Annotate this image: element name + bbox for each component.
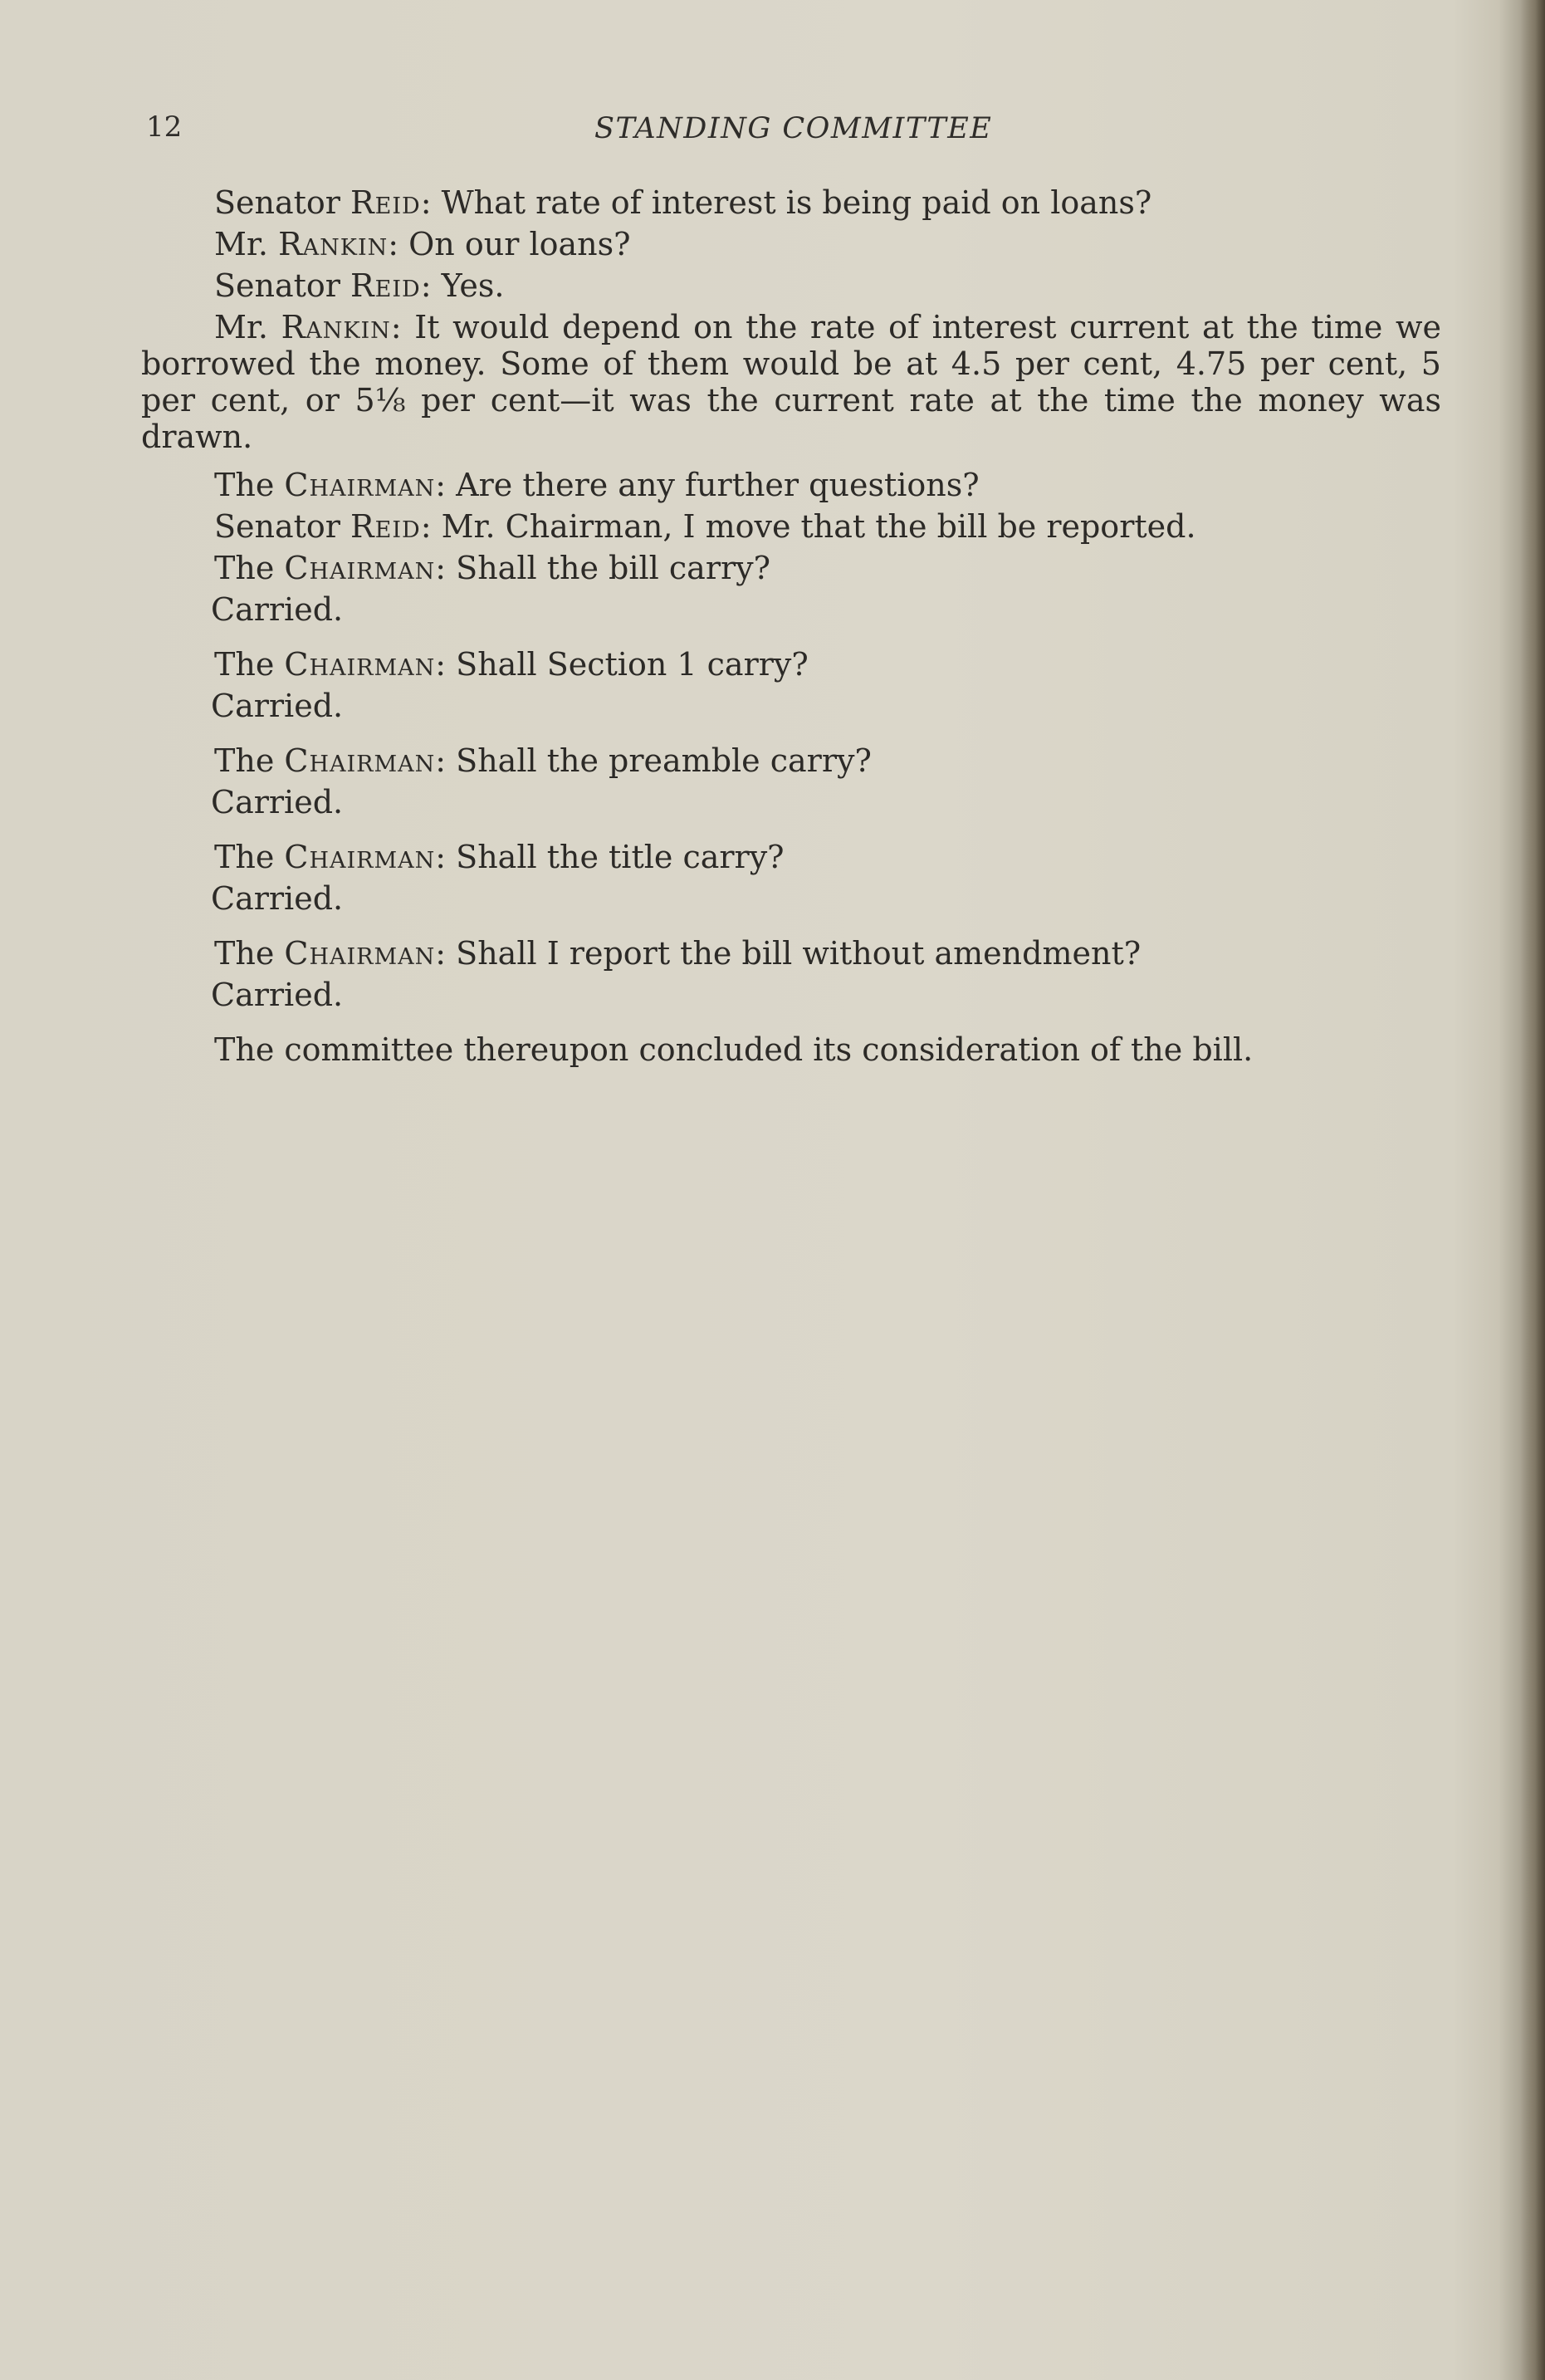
speaker: The Chairman	[214, 646, 436, 683]
transcript-paragraph: The Chairman: Shall the bill carry?	[214, 550, 771, 586]
speaker: Senator Reid	[214, 508, 421, 545]
speaker: Senator Reid	[214, 184, 421, 221]
speech-text: What rate of interest is being paid on loans?	[441, 184, 1152, 221]
transcript-body	[141, 184, 1441, 1073]
speaker: The Chairman	[214, 550, 436, 586]
vote-result: Carried.	[211, 591, 344, 628]
speech-text: Shall the title carry?	[456, 839, 785, 875]
vote-result: Carried.	[211, 784, 344, 820]
speaker: Senator Reid	[214, 267, 421, 304]
transcript-paragraph: The Chairman: Shall the title carry?	[214, 839, 785, 875]
speech-text: On our loans?	[408, 226, 631, 262]
speech-text: Shall I report the bill without amendment?	[456, 935, 1142, 972]
speech-text: Shall the bill carry?	[456, 550, 771, 586]
speaker: The Chairman	[214, 742, 436, 779]
speaker: The Chairman	[214, 839, 436, 875]
transcript-paragraph: Senator Reid: Yes.	[214, 267, 505, 304]
speech-text: It would depend on the rate of interest current at the time we borrowed the money. Some of them would be at 4.5 per cent, 4.75 per cent, 5 per cent, or 5⅛ per cent—it was the current rate at the time the money was drawn.	[141, 309, 1441, 455]
speech-text: Yes.	[441, 267, 505, 304]
vote-result: Carried.	[211, 977, 344, 1013]
running-head: STANDING COMMITTEE	[594, 112, 993, 145]
speech-text: Are there any further questions?	[456, 467, 980, 503]
closing-statement: The committee thereupon concluded its consideration of the bill.	[214, 1031, 1254, 1068]
transcript-paragraph: The Chairman: Shall I report the bill without amendment?	[214, 935, 1142, 972]
page-header	[146, 110, 1441, 152]
speech-text: Mr. Chairman, I move that the bill be reported.	[441, 508, 1196, 545]
speech-text: Shall the preamble carry?	[456, 742, 872, 779]
vote-result: Carried.	[211, 880, 344, 917]
vote-result: Carried.	[211, 688, 344, 724]
speech-text: Shall Section 1 carry?	[456, 646, 809, 683]
speaker: Mr. Rankin	[214, 226, 389, 262]
page-number: 12	[146, 110, 183, 144]
transcript-paragraph: The Chairman: Shall the preamble carry?	[214, 742, 872, 779]
transcript-paragraph: The Chairman: Shall Section 1 carry?	[214, 646, 809, 683]
page-edge-shadow	[1520, 0, 1545, 2380]
transcript-paragraph: Senator Reid: What rate of interest is being paid on loans?	[214, 184, 1152, 221]
transcript-paragraph: Mr. Rankin: On our loans?	[214, 226, 631, 262]
transcript-paragraph: Mr. Rankin: It would depend on the rate of interest current at the time we borrowed the money. Some of them would be at 4.5 per cent, 4.75 per cent, 5 per cent, or 5⅛ per cent—it was the current rate at the time the money was drawn.	[141, 309, 1441, 455]
speaker: The Chairman	[214, 935, 436, 972]
speaker: Mr. Rankin	[214, 309, 391, 345]
transcript-paragraph: Senator Reid: Mr. Chairman, I move that the bill be reported.	[214, 508, 1196, 545]
transcript-paragraph: The Chairman: Are there any further questions?	[214, 467, 980, 503]
speaker: The Chairman	[214, 467, 436, 503]
